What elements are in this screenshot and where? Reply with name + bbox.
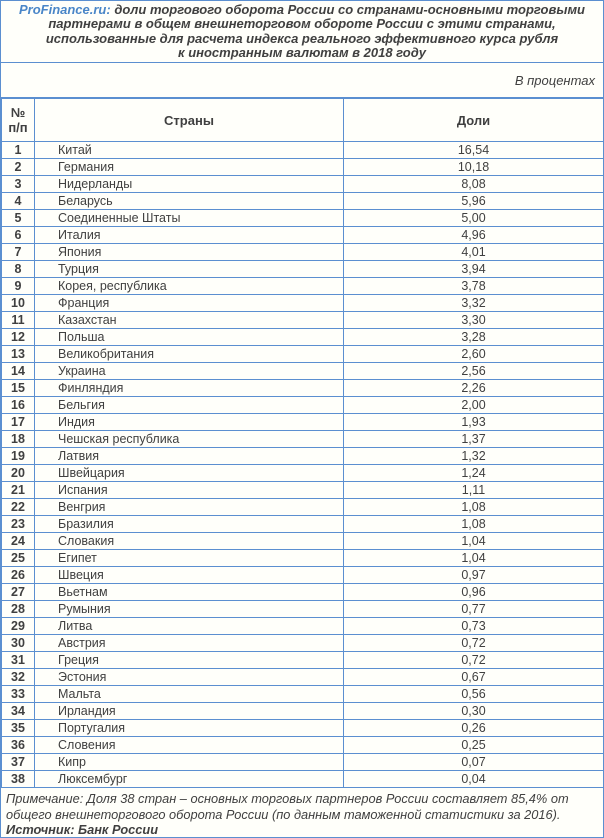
table-row bbox=[2, 686, 604, 703]
table-row bbox=[2, 380, 604, 397]
country-name: Кипр bbox=[35, 754, 344, 771]
share-value: 2,00 bbox=[344, 397, 604, 414]
share-value: 1,04 bbox=[344, 533, 604, 550]
row-number: 20 bbox=[2, 465, 35, 482]
row-number: 35 bbox=[2, 720, 35, 737]
row-number: 19 bbox=[2, 448, 35, 465]
table-row bbox=[2, 159, 604, 176]
country-name: Корея, республика bbox=[35, 278, 344, 295]
share-value: 0,72 bbox=[344, 635, 604, 652]
table-row bbox=[2, 669, 604, 686]
title-line-3: использованные для расчета индекса реального эффективного курса рубля bbox=[45, 30, 559, 46]
country-name: Украина bbox=[35, 363, 344, 380]
row-number: 8 bbox=[2, 261, 35, 278]
country-name: Ирландия bbox=[35, 703, 344, 720]
shares-table bbox=[1, 98, 604, 788]
row-number: 27 bbox=[2, 584, 35, 601]
country-name: Франция bbox=[35, 295, 344, 312]
row-number: 16 bbox=[2, 397, 35, 414]
table-row bbox=[2, 397, 604, 414]
column-header-shares: Доли bbox=[344, 99, 604, 142]
country-name: Латвия bbox=[35, 448, 344, 465]
country-name: Венгрия bbox=[35, 499, 344, 516]
table-row bbox=[2, 720, 604, 737]
country-name: Греция bbox=[35, 652, 344, 669]
row-number: 21 bbox=[2, 482, 35, 499]
country-name: Египет bbox=[35, 550, 344, 567]
row-number: 36 bbox=[2, 737, 35, 754]
row-number: 14 bbox=[2, 363, 35, 380]
row-number: 22 bbox=[2, 499, 35, 516]
row-number: 7 bbox=[2, 244, 35, 261]
share-value: 0,26 bbox=[344, 720, 604, 737]
share-value: 1,24 bbox=[344, 465, 604, 482]
share-value: 0,67 bbox=[344, 669, 604, 686]
share-value: 0,77 bbox=[344, 601, 604, 618]
table-row bbox=[2, 550, 604, 567]
row-number: 9 bbox=[2, 278, 35, 295]
table-row bbox=[2, 295, 604, 312]
table-row bbox=[2, 193, 604, 210]
share-value: 10,18 bbox=[344, 159, 604, 176]
share-value: 0,72 bbox=[344, 652, 604, 669]
row-number: 2 bbox=[2, 159, 35, 176]
table-row bbox=[2, 703, 604, 720]
table-row bbox=[2, 346, 604, 363]
row-number: 3 bbox=[2, 176, 35, 193]
country-name: Мальта bbox=[35, 686, 344, 703]
row-number: 4 bbox=[2, 193, 35, 210]
share-value: 0,97 bbox=[344, 567, 604, 584]
country-name: Великобритания bbox=[35, 346, 344, 363]
table-row bbox=[2, 465, 604, 482]
row-number: 15 bbox=[2, 380, 35, 397]
table-row bbox=[2, 278, 604, 295]
country-name: Бразилия bbox=[35, 516, 344, 533]
table-row bbox=[2, 142, 604, 159]
country-name: Казахстан bbox=[35, 312, 344, 329]
table-row bbox=[2, 176, 604, 193]
share-value: 0,30 bbox=[344, 703, 604, 720]
country-name: Чешская республика bbox=[35, 431, 344, 448]
share-value: 0,25 bbox=[344, 737, 604, 754]
share-value: 1,11 bbox=[344, 482, 604, 499]
table-row bbox=[2, 414, 604, 431]
share-value: 1,08 bbox=[344, 499, 604, 516]
row-number: 10 bbox=[2, 295, 35, 312]
share-value: 2,56 bbox=[344, 363, 604, 380]
country-name: Германия bbox=[35, 159, 344, 176]
table-row bbox=[2, 754, 604, 771]
row-number: 33 bbox=[2, 686, 35, 703]
table-row bbox=[2, 584, 604, 601]
row-number: 6 bbox=[2, 227, 35, 244]
country-name: Польша bbox=[35, 329, 344, 346]
country-name: Словения bbox=[35, 737, 344, 754]
share-value: 5,96 bbox=[344, 193, 604, 210]
country-name: Вьетнам bbox=[35, 584, 344, 601]
row-number: 34 bbox=[2, 703, 35, 720]
table-row bbox=[2, 363, 604, 380]
country-name: Италия bbox=[35, 227, 344, 244]
share-value: 3,28 bbox=[344, 329, 604, 346]
country-name: Турция bbox=[35, 261, 344, 278]
table-row bbox=[2, 652, 604, 669]
country-name: Финляндия bbox=[35, 380, 344, 397]
row-number: 1 bbox=[2, 142, 35, 159]
row-number: 32 bbox=[2, 669, 35, 686]
share-value: 4,01 bbox=[344, 244, 604, 261]
country-name: Эстония bbox=[35, 669, 344, 686]
share-value: 0,96 bbox=[344, 584, 604, 601]
row-number: 23 bbox=[2, 516, 35, 533]
column-header-countries: Страны bbox=[35, 99, 344, 142]
country-name: Литва bbox=[35, 618, 344, 635]
table-header-row bbox=[2, 99, 604, 142]
country-name: Соединенные Штаты bbox=[35, 210, 344, 227]
share-value: 1,32 bbox=[344, 448, 604, 465]
share-value: 1,37 bbox=[344, 431, 604, 448]
row-number: 25 bbox=[2, 550, 35, 567]
share-value: 3,78 bbox=[344, 278, 604, 295]
row-number: 30 bbox=[2, 635, 35, 652]
units-note: В процентах bbox=[1, 63, 603, 98]
row-number: 5 bbox=[2, 210, 35, 227]
share-value: 8,08 bbox=[344, 176, 604, 193]
country-name: Швеция bbox=[35, 567, 344, 584]
footer bbox=[1, 788, 603, 838]
table-row bbox=[2, 244, 604, 261]
table-row bbox=[2, 329, 604, 346]
share-value: 0,07 bbox=[344, 754, 604, 771]
share-value: 1,93 bbox=[344, 414, 604, 431]
share-value: 1,04 bbox=[344, 550, 604, 567]
column-header-number: № п/п bbox=[2, 99, 35, 142]
row-number: 38 bbox=[2, 771, 35, 788]
share-value: 0,56 bbox=[344, 686, 604, 703]
row-number: 18 bbox=[2, 431, 35, 448]
row-number: 11 bbox=[2, 312, 35, 329]
title-line-4: к иностранным валютам в 2018 году bbox=[178, 45, 426, 60]
country-name: Бельгия bbox=[35, 397, 344, 414]
table-row bbox=[2, 431, 604, 448]
country-name: Япония bbox=[35, 244, 344, 261]
page-title bbox=[1, 1, 603, 63]
country-name: Швейцария bbox=[35, 465, 344, 482]
share-value: 0,04 bbox=[344, 771, 604, 788]
share-value: 3,30 bbox=[344, 312, 604, 329]
share-value: 3,32 bbox=[344, 295, 604, 312]
country-name: Люксембург bbox=[35, 771, 344, 788]
row-number: 17 bbox=[2, 414, 35, 431]
row-number: 31 bbox=[2, 652, 35, 669]
table-row bbox=[2, 771, 604, 788]
table-row bbox=[2, 601, 604, 618]
share-value: 0,73 bbox=[344, 618, 604, 635]
table-row bbox=[2, 482, 604, 499]
table-row bbox=[2, 227, 604, 244]
title-line-2: партнерами в общем внешнеторговом обороте России с этими странами, bbox=[48, 16, 556, 31]
footer-note: Примечание: Доля 38 стран – основных торговых партнеров России составляет 85,4% от общего внешнеторгового оборота России (по данным таможенной статистики за 2016). bbox=[6, 791, 569, 822]
share-value: 2,60 bbox=[344, 346, 604, 363]
table-row bbox=[2, 533, 604, 550]
country-name: Испания bbox=[35, 482, 344, 499]
share-value: 3,94 bbox=[344, 261, 604, 278]
profinance-link[interactable]: ProFinance.ru: bbox=[18, 1, 111, 17]
title-line-1 bbox=[1, 3, 603, 18]
share-value: 5,00 bbox=[344, 210, 604, 227]
row-number: 24 bbox=[2, 533, 35, 550]
title-line-1-text: доли торгового оборота России со странами-основными торговыми bbox=[110, 1, 586, 17]
country-name: Индия bbox=[35, 414, 344, 431]
table-body bbox=[2, 142, 604, 788]
country-name: Португалия bbox=[35, 720, 344, 737]
table-row bbox=[2, 448, 604, 465]
table-row bbox=[2, 567, 604, 584]
country-name: Беларусь bbox=[35, 193, 344, 210]
row-number: 28 bbox=[2, 601, 35, 618]
row-number: 37 bbox=[2, 754, 35, 771]
country-name: Нидерланды bbox=[35, 176, 344, 193]
table-row bbox=[2, 516, 604, 533]
table-row bbox=[2, 499, 604, 516]
country-name: Австрия bbox=[35, 635, 344, 652]
table-row bbox=[2, 618, 604, 635]
row-number: 29 bbox=[2, 618, 35, 635]
share-value: 2,26 bbox=[344, 380, 604, 397]
share-value: 1,08 bbox=[344, 516, 604, 533]
row-number: 26 bbox=[2, 567, 35, 584]
row-number: 13 bbox=[2, 346, 35, 363]
row-number: 12 bbox=[2, 329, 35, 346]
table-row bbox=[2, 210, 604, 227]
table-row bbox=[2, 737, 604, 754]
table-row bbox=[2, 635, 604, 652]
country-name: Словакия bbox=[35, 533, 344, 550]
table-row bbox=[2, 312, 604, 329]
country-name: Румыния bbox=[35, 601, 344, 618]
share-value: 16,54 bbox=[344, 142, 604, 159]
country-name: Китай bbox=[35, 142, 344, 159]
share-value: 4,96 bbox=[344, 227, 604, 244]
footer-source: Источник: Банк России bbox=[6, 822, 159, 837]
table-row bbox=[2, 261, 604, 278]
